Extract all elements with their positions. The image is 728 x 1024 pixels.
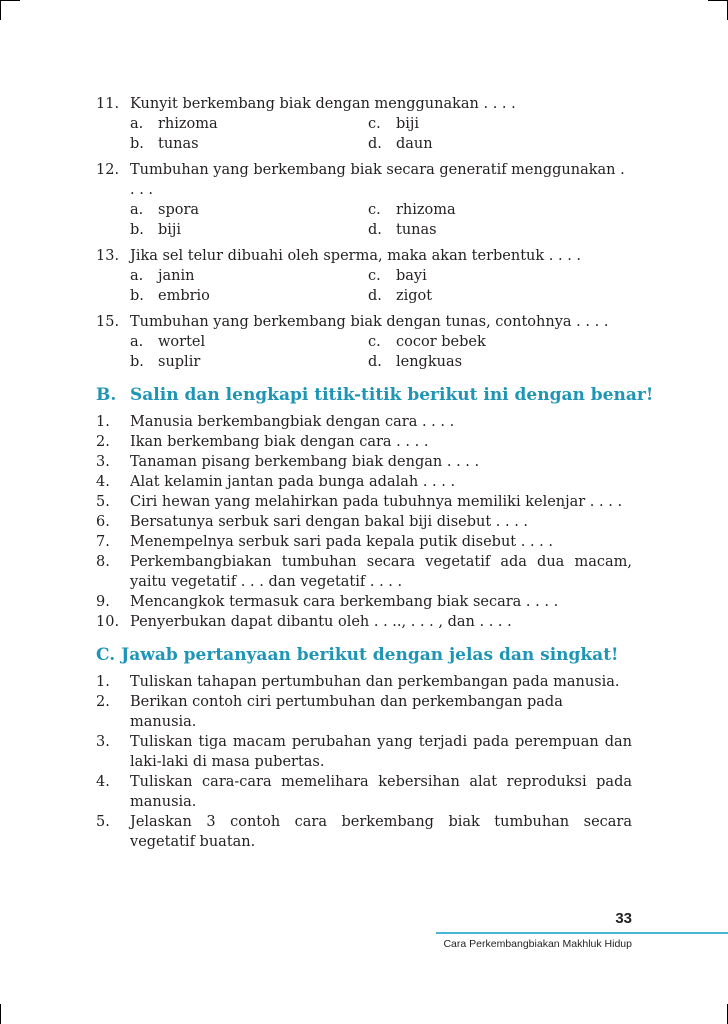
option-letter: b. <box>130 354 144 370</box>
list-item: 2. Berikan contoh ciri pertumbuhan dan perkembangan pada manusia. <box>96 694 563 730</box>
list-item: 3. Tanaman pisang berkembang biak dengan . . . . <box>96 454 480 470</box>
option-letter: c. <box>368 202 381 218</box>
question-item <box>96 94 632 154</box>
section-b-title <box>96 384 654 406</box>
list-item: 1. Manusia berkembangbiak dengan cara . . . . <box>96 414 455 430</box>
option-letter: a. <box>130 116 144 132</box>
option-letter: c. <box>368 334 381 350</box>
section-a-items <box>96 94 632 372</box>
list-item: 3. Tuliskan tiga macam perubahan yang terjadi pada perempuan dan laki-laki di masa pubertas. <box>96 734 632 770</box>
list-item: 8. Perkembangbiakan tumbuhan secara vegetatif ada dua macam, yaitu vegetatif . . . dan vegetatif . . . . <box>96 554 632 590</box>
option-text: wortel <box>158 334 206 350</box>
question-number: 12. <box>96 162 120 178</box>
list-item: 10. Penyerbukan dapat dibantu oleh . . .., . . . , dan . . . . <box>96 614 512 630</box>
section-letter: C. <box>96 645 116 665</box>
list-item: 5. Ciri hewan yang melahirkan pada tubuhnya memiliki kelenjar . . . . <box>96 494 623 510</box>
list-item: 5. Jelaskan 3 contoh cara berkembang biak tumbuhan secara vegetatif buatan. <box>96 814 632 850</box>
section-heading: Salin dan lengkapi titik-titik berikut ini dengan benar! <box>130 385 654 405</box>
list-item: 1. Tuliskan tahapan pertumbuhan dan perkembangan pada manusia. <box>96 674 620 690</box>
option-letter: d. <box>368 354 382 370</box>
section-b-list <box>96 412 632 632</box>
options-row <box>96 200 632 220</box>
options-row <box>96 332 632 352</box>
options-row <box>96 352 632 372</box>
option-text: spora <box>158 202 200 218</box>
section-c-list <box>96 672 632 852</box>
option-text: lengkuas <box>396 354 463 370</box>
options-row <box>96 266 632 286</box>
option-text: zigot <box>396 288 433 304</box>
list-item: 7. Menempelnya serbuk sari pada kepala putik disebut . . . . <box>96 534 554 550</box>
option-letter: a. <box>130 202 144 218</box>
list-item: 9. Mencangkok termasuk cara berkembang biak secara . . . . <box>96 594 559 610</box>
crop-mark <box>0 0 20 1</box>
question-item <box>96 312 632 372</box>
options-row <box>96 220 632 240</box>
section-heading: Jawab pertanyaan berikut dengan jelas dan singkat! <box>121 645 619 665</box>
question-text: Tumbuhan yang berkembang biak dengan tunas, contohnya . . . . <box>130 314 609 330</box>
page-content <box>96 94 654 852</box>
option-text: biji <box>396 116 420 132</box>
option-letter: d. <box>368 136 382 152</box>
option-letter: b. <box>130 136 144 152</box>
question-text: Kunyit berkembang biak dengan menggunakan . . . . <box>130 96 516 112</box>
crop-mark <box>708 0 728 1</box>
option-text: rhizoma <box>158 116 218 132</box>
option-text: daun <box>396 136 433 152</box>
option-letter: b. <box>130 222 144 238</box>
option-letter: d. <box>368 288 382 304</box>
list-item: 6. Bersatunya serbuk sari dengan bakal biji disebut . . . . <box>96 514 529 530</box>
option-text: janin <box>158 268 195 284</box>
footer-divider <box>436 932 728 934</box>
crop-mark <box>0 0 1 20</box>
question-number: 13. <box>96 248 120 264</box>
question-number: 11. <box>96 96 120 112</box>
option-letter: c. <box>368 116 381 132</box>
option-text: biji <box>158 222 182 238</box>
section-c-title <box>96 644 632 666</box>
option-text: tunas <box>396 222 437 238</box>
option-letter: a. <box>130 334 144 350</box>
question-text: Tumbuhan yang berkembang biak secara generatif menggunakan . . . . <box>130 162 625 198</box>
options-row <box>96 114 632 134</box>
list-item: 4. Tuliskan cara-cara memelihara kebersihan alat reproduksi pada manusia. <box>96 774 632 810</box>
list-item: 2. Ikan berkembang biak dengan cara . . . . <box>96 434 429 450</box>
section-letter: B. <box>96 385 117 405</box>
option-letter: a. <box>130 268 144 284</box>
options-row <box>96 286 632 306</box>
option-letter: b. <box>130 288 144 304</box>
page-number: 33 <box>615 910 632 927</box>
option-text: embrio <box>158 288 210 304</box>
option-letter: c. <box>368 268 381 284</box>
option-text: suplir <box>158 354 201 370</box>
option-text: rhizoma <box>396 202 456 218</box>
option-letter: d. <box>368 222 382 238</box>
question-number: 15. <box>96 314 120 330</box>
crop-mark <box>0 1004 1 1024</box>
option-text: tunas <box>158 136 199 152</box>
chapter-title: Cara Perkembangbiakan Makhluk Hidup <box>443 938 632 950</box>
options-row <box>96 134 632 154</box>
question-text: Jika sel telur dibuahi oleh sperma, maka akan terbentuk . . . . <box>130 248 582 264</box>
question-item <box>96 246 632 306</box>
question-item <box>96 160 632 240</box>
option-text: bayi <box>396 268 427 284</box>
list-item: 4. Alat kelamin jantan pada bunga adalah . . . . <box>96 474 456 490</box>
option-text: cocor bebek <box>396 334 486 350</box>
